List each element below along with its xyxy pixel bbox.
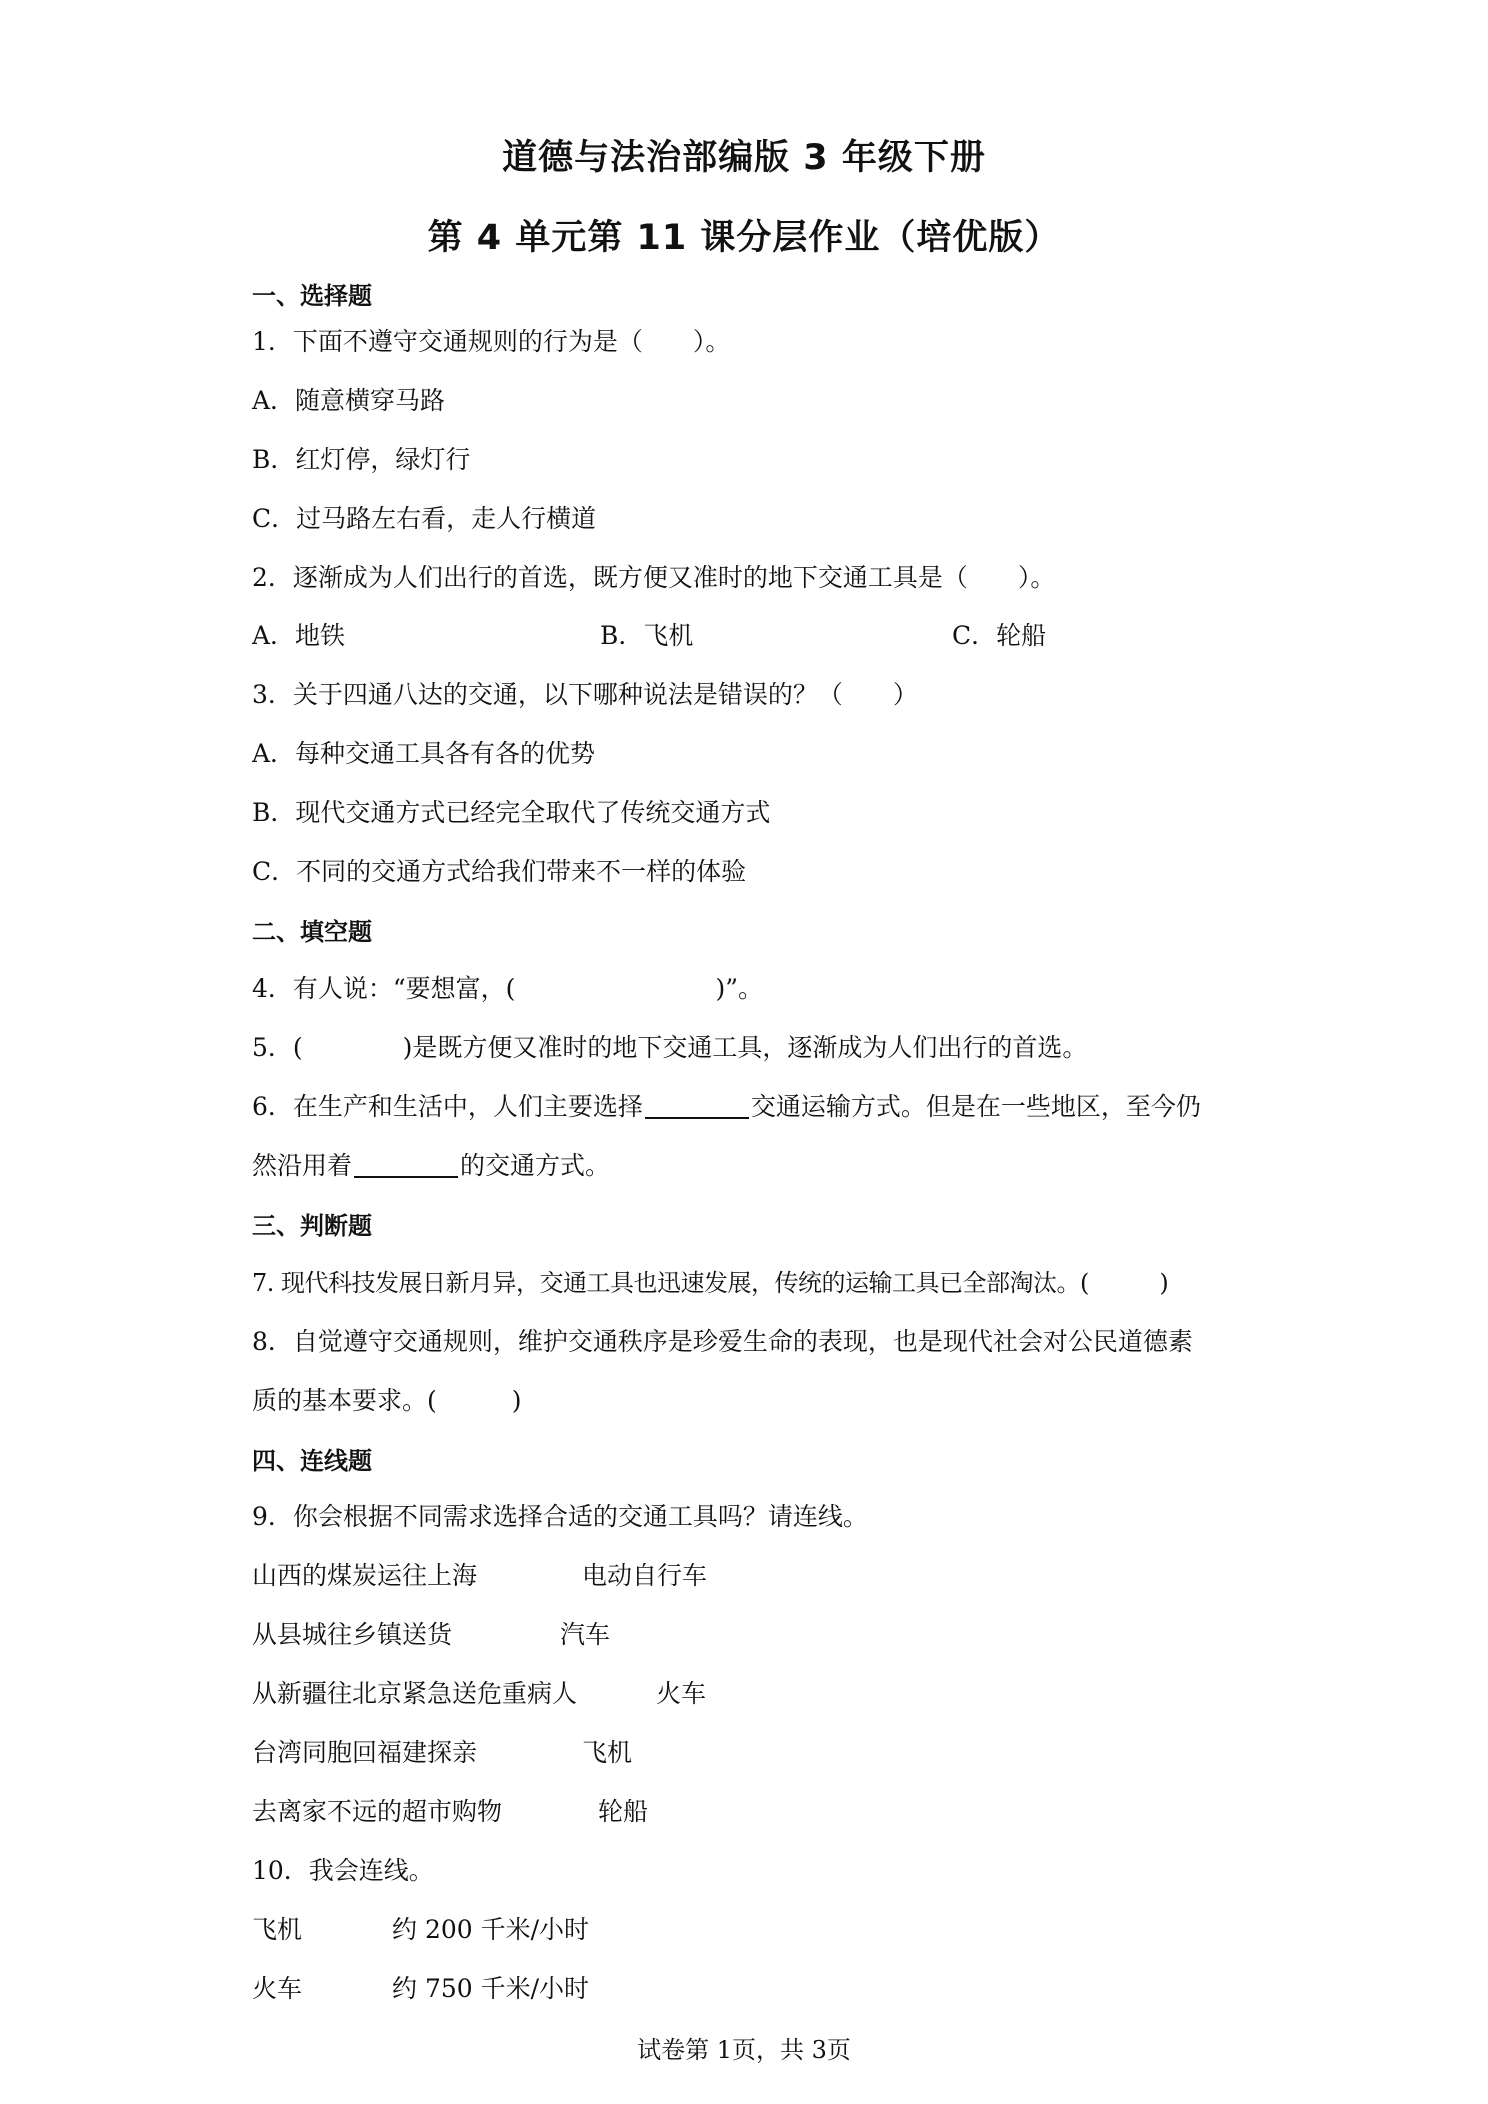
title-line-2: 第 4 单元第 11 课分层作业（培优版） — [427, 218, 1061, 258]
question-2-option-a: A．地铁 — [252, 621, 346, 650]
answer-blank[interactable] — [645, 1091, 749, 1119]
match-right-item: 飞机 — [582, 1738, 633, 1767]
question-6-text-3: 然沿用着 — [252, 1151, 353, 1180]
question-5-stem: 5．( )是既方便又准时的地下交通工具，逐渐成为人们出行的首选。 — [252, 1033, 1088, 1062]
match-left-item: 从县城往乡镇送货 — [252, 1620, 453, 1649]
match-left-item: 去离家不远的超市购物 — [252, 1797, 503, 1826]
question-8-line-1: 8．自觉遵守交通规则，维护交通秩序是珍爱生命的表现，也是现代社会对公民道德素 — [252, 1327, 1193, 1356]
question-6-text-2: 交通运输方式。但是在一些地区，至今仍 — [750, 1092, 1201, 1121]
match-right-item: 约 750 千米/小时 — [392, 1974, 590, 2003]
question-6-text-1: 6．在生产和生活中，人们主要选择 — [252, 1092, 643, 1121]
match-left-item: 飞机 — [252, 1915, 303, 1944]
section-heading-choice: 一、选择题 — [252, 282, 372, 310]
question-9-stem: 9．你会根据不同需求选择合适的交通工具吗？请连线。 — [252, 1502, 868, 1531]
match-right-item: 汽车 — [560, 1620, 611, 1649]
section-heading-fill-in: 二、填空题 — [252, 918, 372, 946]
match-right-item: 电动自行车 — [582, 1561, 708, 1590]
question-6-text-4: 的交通方式。 — [460, 1151, 611, 1180]
match-left-item: 从新疆往北京紧急送危重病人 — [252, 1679, 578, 1708]
match-right-item: 轮船 — [598, 1797, 649, 1826]
question-3-stem: 3．关于四通八达的交通，以下哪种说法是错误的？（ ） — [252, 680, 918, 709]
question-6-line-2 — [252, 1146, 610, 1182]
question-2-stem: 2．逐渐成为人们出行的首选，既方便又准时的地下交通工具是（ ）。 — [252, 563, 1056, 592]
section-heading-matching: 四、连线题 — [252, 1447, 372, 1475]
question-2-option-b: B．飞机 — [600, 621, 694, 650]
match-right-item: 约 200 千米/小时 — [392, 1915, 590, 1944]
match-left-item: 台湾同胞回福建探亲 — [252, 1738, 478, 1767]
answer-blank[interactable] — [354, 1150, 458, 1178]
question-1-option-b: B．红灯停，绿灯行 — [252, 445, 471, 474]
match-left-item: 山西的煤炭运往上海 — [252, 1561, 478, 1590]
question-10-stem: 10．我会连线。 — [252, 1856, 434, 1885]
question-3-option-c: C．不同的交通方式给我们带来不一样的体验 — [252, 857, 747, 886]
question-8-line-2: 质的基本要求。( ) — [252, 1386, 522, 1415]
question-1-option-a: A．随意横穿马路 — [252, 386, 446, 415]
question-7-stem: 7. 现代科技发展日新月异，交通工具也迅速发展，传统的运输工具已全部淘汰。( ) — [252, 1269, 1169, 1297]
question-2-option-c: C．轮船 — [952, 621, 1047, 650]
match-left-item: 火车 — [252, 1974, 303, 2003]
question-3-option-a: A．每种交通工具各有各的优势 — [252, 739, 596, 768]
question-3-option-b: B．现代交通方式已经完全取代了传统交通方式 — [252, 798, 771, 827]
question-6-line-1 — [252, 1087, 1201, 1123]
section-heading-judgment: 三、判断题 — [252, 1212, 372, 1240]
question-1-option-c: C．过马路左右看，走人行横道 — [252, 504, 597, 533]
question-1-stem: 1．下面不遵守交通规则的行为是（ ）。 — [252, 327, 731, 356]
page-footer: 试卷第 1页，共 3页 — [637, 2036, 851, 2064]
question-4-stem: 4．有人说：“要想富，( )”。 — [252, 974, 763, 1003]
match-right-item: 火车 — [656, 1679, 707, 1708]
title-line-1: 道德与法治部编版 3 年级下册 — [502, 138, 986, 178]
